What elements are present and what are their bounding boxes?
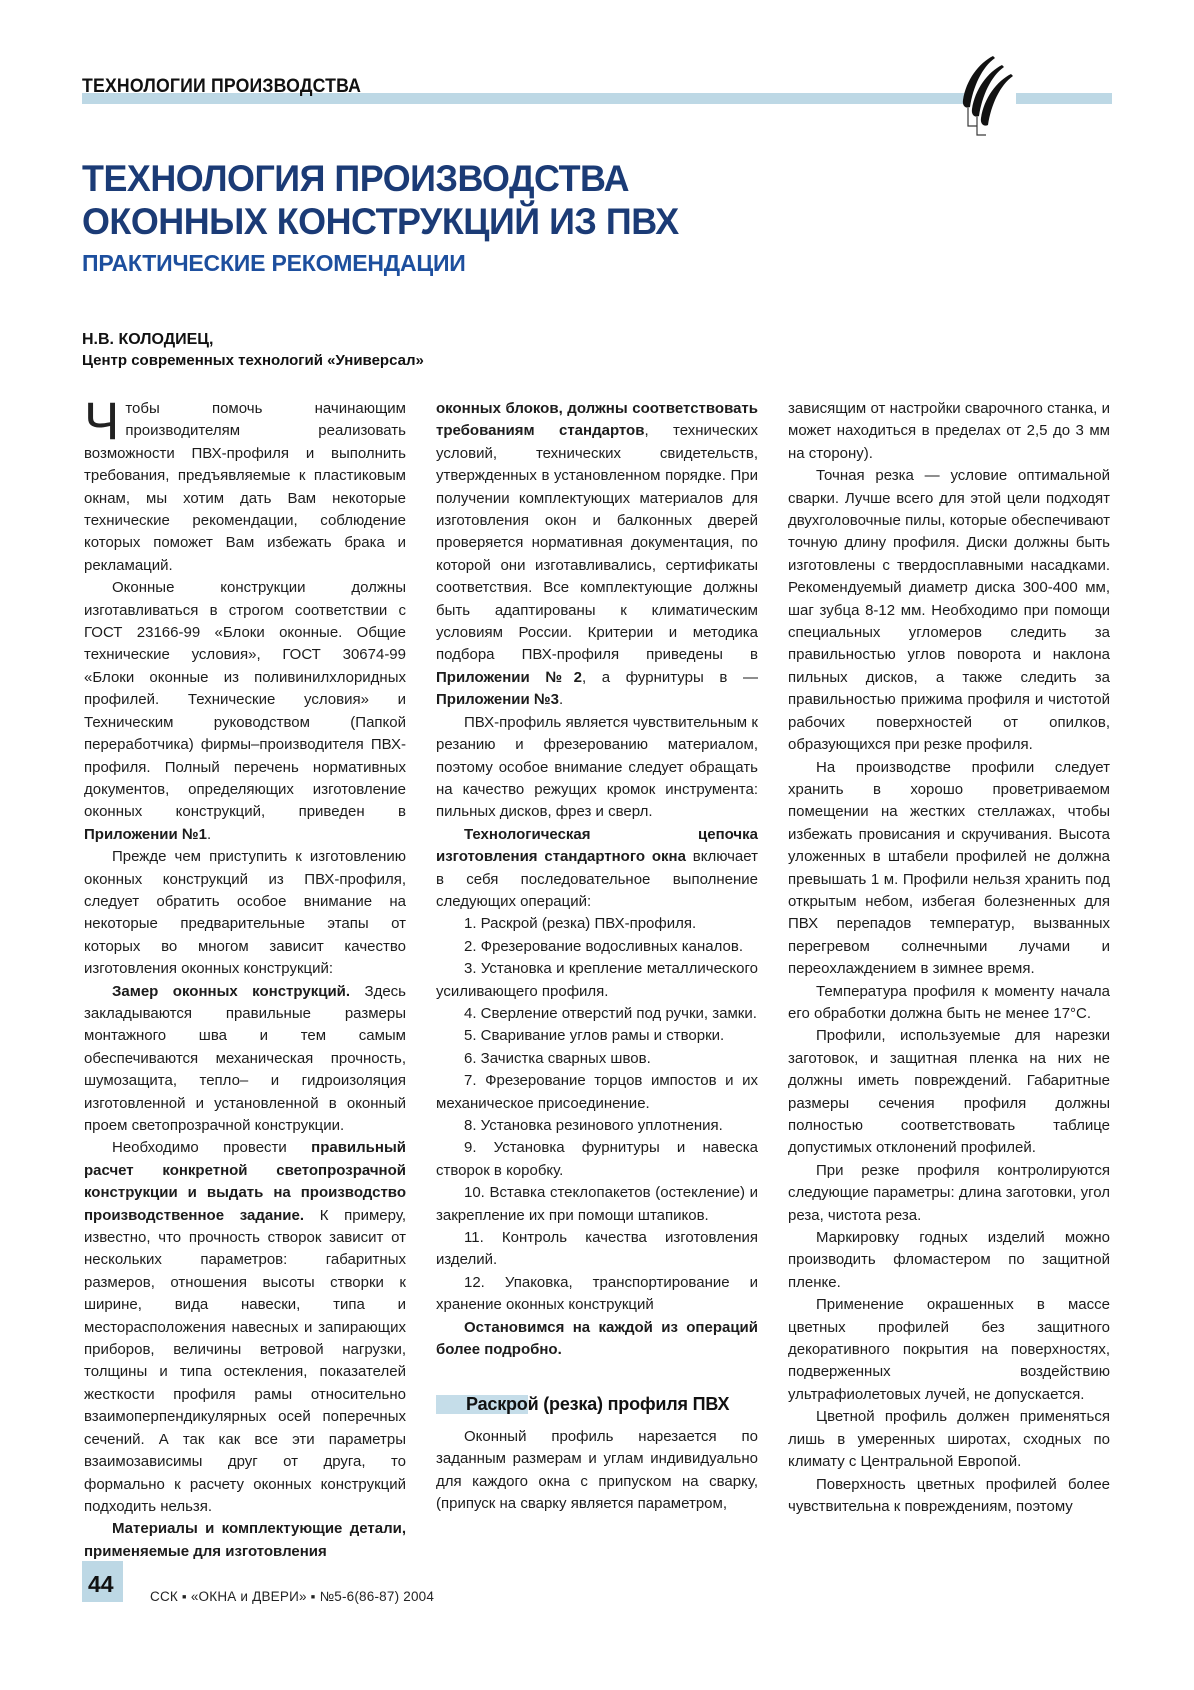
paragraph: Прежде чем приступить к изготовлению оконных конструкций из ПВХ-профиля, следует обратить особое внимание на некоторые предварительные этапы от которых во многом зависит качество изготовления оконных конструкций:: [84, 848, 406, 978]
text-column-3: [788, 398, 1110, 1518]
section-kicker: ТЕХНОЛОГИИ ПРОИЗВОДСТВА: [82, 76, 362, 97]
paragraph: Замер оконных конструкций. Здесь закладываются правильные размеры монтажного шва и тем самым обеспечиваются механическая прочность, шумозащита, тепло– и гидроизоляция изготовленной и установленной в оконный проем светопрозрачной конструкции.: [84, 982, 407, 1134]
paragraph: ПВХ-профиль является чувствительным к резанию и фрезерованию материалом, поэтому особое внимание следует обращать на качество режущих кромок инструмента: пильных дисков, фрез и сверл.: [436, 713, 758, 821]
list-item: 8. Установка резинового уплотнения.: [464, 1117, 723, 1134]
paragraph: Оконные конструкции должны изготавливаться в строгом соответствии с ГОСТ 23166-99 «Блоки оконные. Общие технические условия», ГОСТ 30674-99 «Блоки оконные из поливинилхлоридных профилей. Технические условия» и Техническим руководством (Папкой переработчика) фирмы–производителя ПВХ-профиля. Полный перечень нормативных документов, определяющих изготовление оконных конструкций, приведен в Приложении №1.: [84, 579, 406, 843]
paragraph: Применение окрашенных в массе цветных профилей без защитного декоративного покрытия на поверхностях, подверженных воздействию ультрафиолетовых лучей, не допускается.: [788, 1296, 1110, 1403]
paragraph: оконных блоков, должны соответствовать требованиям стандартов, технических условий, технических свидетельств, утвержденных в установленном порядке. При получении комплектующих материалов для изготовления окон и балконных дверей проверяется нормативная документация, по которой они изготавливались, сертификаты соответствия. Все комплектующие должны быть адаптированы к климатическим условиям России. Критерии и методика подбора ПВХ-профиля приведены в Приложении №2, а фурнитуры в — Приложении №3.: [436, 400, 759, 709]
page-number: 44: [88, 1571, 114, 1597]
paragraph: Поверхность цветных профилей более чувствительна к повреждениям, поэтому: [788, 1475, 1110, 1515]
section-heading: Раскрой (резка) профиля ПВХ: [436, 1393, 758, 1415]
header-rule-right: [1016, 93, 1112, 104]
paragraph: зависящим от настройки сварочного станка, и может находиться в пределах от 2,5 до 3 мм на сторону).: [788, 400, 1110, 462]
paragraph: Маркировку годных изделий можно производить фломастером по защитной пленке.: [788, 1229, 1110, 1291]
publisher-logo-icon: [961, 56, 1015, 148]
paragraph: На производстве профили следует хранить в хорошо проветриваемом помещении на жестких стеллажах, чтобы избежать провисания и скручивания. Высота уложенных в штабели профилей не должна превышать 1 м. Профили нельзя хранить под открытым небом, избегая болезненных для ПВХ перепадов температур, вызванных перегревом солнечными лучами и переохлаждением в зимнее время.: [788, 758, 1110, 978]
article-title-line1: ТЕХНОЛОГИЯ ПРОИЗВОДСТВА: [82, 158, 630, 199]
author-affiliation: Центр современных технологий «Универсал»: [82, 352, 424, 369]
list-item: 9. Установка фурнитуры и навеска створок в коробку.: [436, 1139, 758, 1179]
list-item: 7. Фрезерование торцов импостов и их механическое присоединение.: [436, 1072, 758, 1112]
journal-footer: ССК ▪ «ОКНА и ДВЕРИ» ▪ №5-6(86-87) 2004: [150, 1589, 435, 1604]
paragraph: Температура профиля к моменту начала его обработки должна быть не менее 17°С.: [788, 982, 1110, 1022]
list-item: 6. Зачистка сварных швов.: [464, 1049, 651, 1067]
list-item: 1. Раскрой (резка) ПВХ-профиля.: [464, 915, 697, 933]
article-title-line2: ОКОННЫХ КОНСТРУКЦИЙ ИЗ ПВХ: [82, 201, 679, 242]
list-item: 10. Вставка стеклопакетов (остекление) и закрепление их при помощи штапиков.: [436, 1184, 758, 1224]
paragraph: Остановимся на каждой из операций более подробно.: [436, 1318, 758, 1359]
paragraph: Оконный профиль нарезается по заданным размерам и углам индивидуально для каждого окна с припуском на сварку, (припуск на сварку является параметром,: [436, 1427, 758, 1513]
author-name: Н.В. КОЛОДИЕЦ,: [82, 331, 214, 348]
article-subtitle: ПРАКТИЧЕСКИЕ РЕКОМЕНДАЦИИ: [82, 250, 466, 276]
text-column-1: [84, 392, 407, 1563]
paragraph: Профили, используемые для нарезки заготовок, и защитная пленка на них не должны иметь повреждений. Габаритные размеры сечения профиля должны полностью соответствовать таблице допустимых отклонений профилей.: [788, 1027, 1110, 1157]
paragraph: Чтобы помочь начинающим производителям реализовать возможности ПВХ-профиля и выполнить требования, предъявляемые к пластиковым окнам, мы хотим дать Вам некоторые технические рекомендации, соблюдение которых поможет Вам избежать брака и рекламаций.: [84, 392, 406, 574]
list-item: 11. Контроль качества изготовления изделий.: [436, 1229, 758, 1269]
paragraph: При резке профиля контролируются следующие параметры: длина заготовки, угол реза, чистота реза.: [788, 1161, 1110, 1224]
list-item: 2. Фрезерование водосливных каналов.: [464, 937, 743, 955]
list-item: 3. Установка и крепление металлического усиливающего профиля.: [436, 960, 758, 1000]
text-column-2: [436, 398, 758, 1516]
paragraph: Технологическая цепочка изготовления стандартного окна включает в себя последовательное выполнение следующих операций:: [436, 825, 758, 910]
list-item: 4. Сверление отверстий под ручки, замки.: [464, 1004, 757, 1022]
drop-cap: Ч: [84, 392, 120, 451]
paragraph: Точная резка — условие оптимальной сварки. Лучше всего для этой цели подходят двухголовочные пилы, которые обеспечивают точную длину профиля. Диски должны быть изготовлены с твердосплавными насадками. Рекомендуемый диаметр диска 300-400 мм, шаг зубца 8-12 мм. Необходимо при помощи специальных угломеров следить за правильностью углов поворота и наклона пильных дисков, а также следить за правильностью прижима профиля и чистотой рабочих поверхностей от опилков, образующихся при резке профиля.: [788, 467, 1110, 754]
page-number-box: [82, 1561, 123, 1602]
list-item: 5. Сваривание углов рамы и створки.: [464, 1027, 725, 1045]
paragraph: Материалы и комплектующие детали, применяемые для изготовления: [84, 1520, 406, 1560]
paragraph: Необходимо провести правильный расчет конкретной светопрозрачной конструкции и выдать на производство производственное задание. К примеру, известно, что прочность створок зависит от нескольких параметров: габаритных размеров, отношения высоты створки к ширине, вида навески, типа и месторасположения навесных и запирающих приборов, величины ветровой нагрузки, толщины и типа остекления, показателей жесткости профиля рамы относительно взаимоперпендикулярных осей поперечных сечений. А так как все эти параметры взаимозависимы друг от друга, то формально к расчету оконных конструкций подходить нельзя.: [84, 1139, 406, 1515]
list-item: 12. Упаковка, транспортирование и хранение оконных конструкций: [436, 1273, 758, 1314]
paragraph: Цветной профиль должен применяться лишь в умеренных широтах, сходных по климату с Центральной Европой.: [788, 1408, 1110, 1471]
